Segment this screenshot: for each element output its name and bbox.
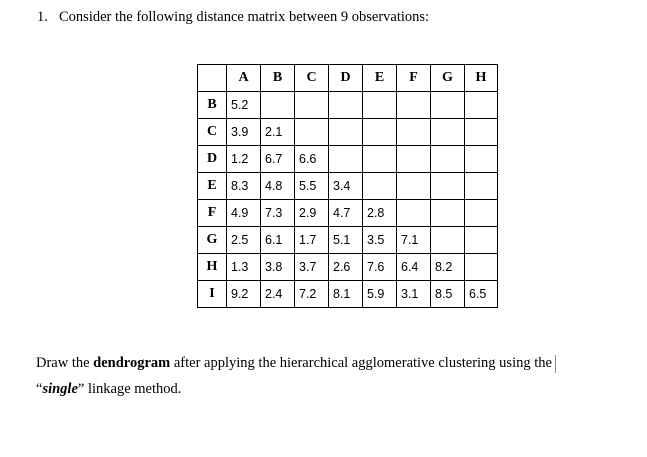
empty-cell [363,119,397,146]
column-header-h: H [465,65,498,92]
distance-cell: 4.8 [261,173,295,200]
empty-cell [329,92,363,119]
matrix-header-row [198,65,498,92]
column-header-g: G [431,65,465,92]
empty-cell [465,227,498,254]
distance-cell: 2.5 [227,227,261,254]
distance-cell: 8.5 [431,281,465,308]
instruction-paragraph [36,350,636,402]
empty-cell [431,119,465,146]
empty-cell [465,119,498,146]
matrix-row-b [198,92,498,119]
row-header-h: H [198,254,227,281]
matrix-row-h [198,254,498,281]
empty-cell [397,119,431,146]
empty-cell [465,146,498,173]
matrix-row-f [198,200,498,227]
distance-cell: 3.7 [295,254,329,281]
instruction-close-quote: ” [77,381,85,397]
empty-cell [363,146,397,173]
question-text: Consider the following distance matrix between 9 observations: [59,9,430,25]
distance-cell: 6.1 [261,227,295,254]
distance-cell: 6.5 [465,281,498,308]
matrix-row-e [198,173,498,200]
distance-cell: 7.1 [397,227,431,254]
distance-cell: 3.1 [397,281,431,308]
distance-cell: 4.7 [329,200,363,227]
distance-cell: 4.9 [227,200,261,227]
distance-cell: 8.1 [329,281,363,308]
distance-cell: 1.2 [227,146,261,173]
distance-cell: 5.5 [295,173,329,200]
distance-cell: 7.2 [295,281,329,308]
column-header-c: C [295,65,329,92]
distance-cell: 3.4 [329,173,363,200]
distance-cell: 6.7 [261,146,295,173]
empty-cell [465,200,498,227]
row-header-b: B [198,92,227,119]
empty-cell [329,146,363,173]
distance-cell: 3.9 [227,119,261,146]
empty-cell [397,146,431,173]
distance-cell: 2.8 [363,200,397,227]
row-header-f: F [198,200,227,227]
distance-cell: 1.7 [295,227,329,254]
distance-cell: 7.3 [261,200,295,227]
column-header-b: B [261,65,295,92]
distance-matrix-table [197,64,498,308]
distance-cell: 3.5 [363,227,397,254]
row-header-g: G [198,227,227,254]
empty-cell [363,92,397,119]
column-header-e: E [363,65,397,92]
empty-cell [295,119,329,146]
empty-cell [363,173,397,200]
matrix-corner-cell [198,65,227,92]
distance-cell: 5.1 [329,227,363,254]
empty-cell [431,200,465,227]
matrix-row-c [198,119,498,146]
empty-cell [431,92,465,119]
empty-cell [431,146,465,173]
instruction-open-quote: “ [36,381,43,397]
distance-cell: 8.3 [227,173,261,200]
empty-cell [295,92,329,119]
empty-cell [431,173,465,200]
empty-cell [261,92,295,119]
matrix-row-i [198,281,498,308]
instruction-bold-word: dendrogram [93,355,171,371]
matrix-body [198,92,498,308]
distance-cell: 2.1 [261,119,295,146]
empty-cell [465,173,498,200]
distance-cell: 2.9 [295,200,329,227]
distance-cell: 5.2 [227,92,261,119]
distance-cell: 2.4 [261,281,295,308]
matrix-row-g [198,227,498,254]
empty-cell [431,227,465,254]
column-header-d: D [329,65,363,92]
column-header-f: F [397,65,431,92]
distance-cell: 8.2 [431,254,465,281]
distance-cell: 3.8 [261,254,295,281]
row-header-d: D [198,146,227,173]
empty-cell [329,119,363,146]
row-header-c: C [198,119,227,146]
distance-cell: 2.6 [329,254,363,281]
text-cursor [555,355,556,373]
distance-cell: 5.9 [363,281,397,308]
matrix-row-d [198,146,498,173]
question-line [37,9,429,26]
instruction-part1: Draw the [36,355,94,371]
question-number: 1. [37,9,48,25]
instruction-method: single [42,381,78,397]
empty-cell [465,254,498,281]
column-header-a: A [227,65,261,92]
row-header-i: I [198,281,227,308]
empty-cell [465,92,498,119]
row-header-e: E [198,173,227,200]
empty-cell [397,200,431,227]
instruction-part3: linkage method. [84,381,182,397]
distance-cell: 7.6 [363,254,397,281]
instruction-part2: after applying the hierarchical agglomerative clustering using the [170,355,552,371]
distance-cell: 6.6 [295,146,329,173]
empty-cell [397,173,431,200]
empty-cell [397,92,431,119]
distance-cell: 9.2 [227,281,261,308]
distance-cell: 1.3 [227,254,261,281]
distance-cell: 6.4 [397,254,431,281]
